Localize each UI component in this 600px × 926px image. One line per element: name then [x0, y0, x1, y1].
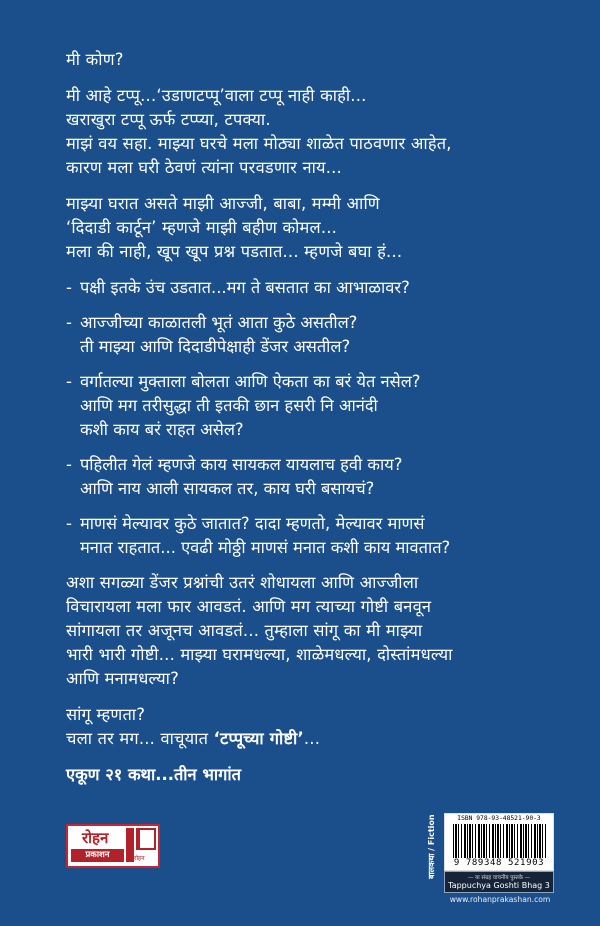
- publisher-website: www.rohanprakashan.com: [449, 895, 551, 904]
- question-item: [66, 276, 566, 300]
- publisher-logo: [66, 824, 160, 868]
- invite-prefix: चला तर मग... वाचूयात: [66, 729, 214, 748]
- publisher-sub: रोहन: [134, 855, 145, 862]
- book-icon: [136, 828, 156, 850]
- isbn-digits: 9 789348 521903: [453, 858, 545, 868]
- invite-suffix: ...: [303, 729, 321, 748]
- dash-bullet: -: [66, 455, 72, 474]
- text-line: [66, 370, 566, 394]
- story-count-summary: एकूण २१ कथा...तीन भागांत: [66, 765, 241, 784]
- question-text: आणि मग तरीसुद्धा ती इतकी छान हसरी नि आनंदी: [80, 396, 378, 415]
- text-line: सांगायला तर अजूनच आवडतं... तुम्हाला सांगू का मी माझ्या: [66, 621, 423, 640]
- book-spine-icon: [126, 828, 134, 862]
- question-item: [66, 453, 566, 501]
- book-series-title: ‘टप्पूच्या गोष्टी’: [213, 729, 304, 748]
- question-text: कशी काय बरं राहत असेल?: [80, 420, 244, 439]
- intro-question: [66, 48, 566, 72]
- ask-text: सांगू म्हणता?: [66, 705, 146, 724]
- question-item: [66, 512, 566, 560]
- text-line: कारण मला घरी ठेवणं त्यांना परवडणार नाय...: [66, 158, 342, 177]
- dash-bullet: -: [66, 278, 72, 297]
- question-item: [66, 370, 566, 442]
- category-label: बालकथा / Fiction: [427, 814, 436, 879]
- book-title: Tappuchya Goshti Bhag 3: [448, 881, 550, 890]
- question-text: ती माझ्या आणि दिदाडीपेक्षाही डेंजर असतील?: [80, 337, 351, 356]
- text-line: मला की नाही, खूप खूप प्रश्न पडतात... म्हणजे बघा हं...: [66, 242, 403, 261]
- intro-paragraph-2: [66, 192, 566, 264]
- dash-bullet: -: [66, 313, 72, 332]
- text-line: [66, 453, 566, 477]
- barcode-bars-icon: [453, 824, 547, 858]
- title-strip: [444, 871, 554, 893]
- text-line: ‘दिदाडी कार्टून’ म्हणजे माझी बहीण कोमल...: [66, 218, 338, 237]
- invite-line: [66, 727, 566, 751]
- question-item: [66, 311, 566, 359]
- question-text: पक्षी इतके उंच उडतात...मग ते बसतात का आभाळावर?: [80, 278, 410, 297]
- text-line: मी आहे टप्पू...‘उडाणटप्पू’वाला टप्पू नाही काही...: [66, 86, 367, 105]
- question-text: मनात राहतात... एवढी मोठ्ठी माणसं मनात कशी काय मावतात?: [80, 538, 451, 557]
- intro-paragraph-1: [66, 84, 566, 180]
- text-line: माझं वय सहा. माझ्या घरचे मला मोठ्या शाळेत पाठवणार आहेत,: [66, 134, 452, 153]
- question-text: वर्गातल्या मुक्ताला बोलता आणि ऐकता का बरं येत नसेल?: [80, 372, 421, 391]
- dash-bullet: -: [66, 372, 72, 391]
- text-line: अशा सगळ्या डेंजर प्रश्नांची उतरं शोधायला आणि आज्जीला: [66, 573, 419, 592]
- who-am-i-text: मी कोण?: [66, 50, 124, 69]
- blurb: [66, 48, 566, 787]
- question-text: आज्जीच्या काळातली भूतं आता कुठे असतील?: [80, 313, 358, 332]
- invitation: [66, 703, 566, 751]
- question-text: आणि नाय आली सायकल तर, काय घरी बसायचं?: [80, 479, 375, 498]
- closing-paragraph: [66, 571, 566, 691]
- text-line: माझ्या घरात असते माझी आज्जी, बाबा, मम्मी आणि: [66, 194, 380, 213]
- text-line: विचारायला मला फार आवडतं. आणि मग त्याच्या गोष्टी बनवून: [66, 597, 432, 616]
- barcode: [444, 813, 554, 871]
- question-text: पहिलीत गेलं म्हणजे काय सायकल यायलाच हवी काय?: [80, 455, 403, 474]
- text-line: [66, 512, 566, 536]
- publisher-name: रोहन: [82, 829, 109, 847]
- question-text: माणसं मेल्यावर कुठे जातात? दादा म्हणतो, मेल्यावर माणसं: [80, 514, 425, 533]
- text-line: आणि मनामधल्या?: [66, 669, 180, 688]
- tagline: — या संग्रह वाचनीय पुस्तके —: [467, 875, 531, 881]
- text-line: खराखुरा टप्पू ऊर्फ टप्प्या, टपक्या.: [66, 110, 271, 129]
- text-line: [66, 311, 566, 335]
- isbn-label: ISBN 978-93-48521-90-3: [457, 815, 541, 822]
- text-line: [66, 276, 566, 300]
- barcode-block: [427, 813, 567, 904]
- text-line: भारी भारी गोष्टी... माझ्या घरामधल्या, शाळेमधल्या, दोस्तांमधल्या: [66, 645, 453, 664]
- dash-bullet: -: [66, 514, 72, 533]
- publisher-band: प्रकाशन: [71, 849, 124, 862]
